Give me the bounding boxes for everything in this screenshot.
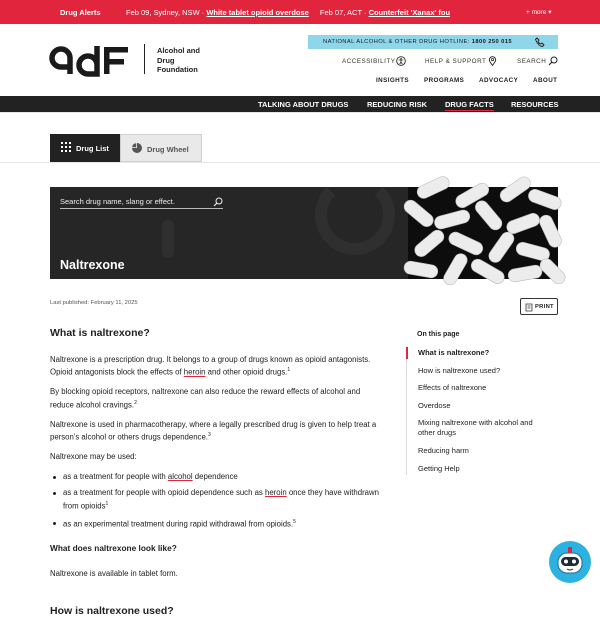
subsection-heading: What does naltrexone look like? [50, 542, 177, 553]
alert-link[interactable]: White tablet opioid overdose [206, 8, 309, 17]
hotline-number[interactable]: 1800 250 015 [471, 39, 513, 45]
paragraph-text: and other opioid drugs. [205, 367, 288, 377]
logo-divider [144, 44, 145, 74]
list-text: as a treatment for people with opioid dependence such as [63, 488, 265, 498]
alert-ticker [126, 8, 456, 17]
usage-list [50, 471, 385, 530]
paragraph [50, 419, 385, 444]
on-this-page-list [406, 347, 566, 475]
footnote-ref[interactable]: 1 [105, 500, 109, 507]
paragraph [50, 354, 385, 379]
nav-drug-facts[interactable]: DRUG FACTS [445, 100, 494, 109]
pie-icon [132, 143, 142, 153]
toc-link[interactable]: How is naltrexone used? [418, 365, 501, 375]
list-text: once they have withdrawn from opioids [63, 488, 379, 511]
print-button[interactable] [520, 298, 558, 315]
tab-drug-list[interactable] [50, 134, 120, 162]
search-placeholder: Search drug name, slang or effect. [60, 197, 175, 206]
search-icon [548, 56, 558, 66]
search-icon[interactable] [213, 197, 223, 207]
paragraph-text: Naltrexone is a prescription drug. It belongs to a group of drugs known as opioid antagonists. Opioid antagonists block the effects of [50, 354, 371, 377]
chat-bot-icon [549, 541, 591, 583]
toc-link[interactable]: Effects of naltrexone [418, 383, 487, 393]
accessibility-link[interactable] [342, 58, 395, 65]
drug-hero-banner [50, 187, 558, 279]
footnote-ref[interactable]: 1 [287, 367, 291, 373]
toc-link[interactable]: Overdose [418, 400, 451, 410]
more-alerts-button[interactable]: + more ▾ [526, 9, 552, 16]
drug-alerts-label: Drug Alerts [60, 8, 101, 17]
list-text: dependence [192, 471, 238, 481]
accessibility-label: ACCESSIBILITY [342, 58, 396, 65]
decorative-shape [162, 220, 174, 258]
paragraph: Naltrexone may be used: [50, 452, 137, 462]
search-link[interactable] [517, 58, 546, 65]
section-heading: What is naltrexone? [50, 327, 150, 339]
footnote-ref[interactable]: 2 [134, 399, 137, 406]
alert-item[interactable] [320, 8, 450, 17]
list-item [50, 487, 385, 512]
nav-advocacy[interactable]: ADVOCACY [479, 77, 519, 84]
print-icon [525, 303, 533, 312]
alert-date: Feb 07, ACT · [319, 8, 369, 17]
accessibility-icon [396, 56, 406, 66]
hotline-text [323, 39, 512, 45]
tab-drug-wheel-label: Drug Wheel [147, 145, 189, 154]
paragraph: Naltrexone is available in tablet form. [50, 569, 178, 579]
location-pin-icon [488, 56, 497, 66]
paragraph-text: By blocking opioid receptors, naltrexone can also reduce the reward effects of alcohol and reduce alcohol cravings. [50, 387, 361, 410]
list-item [50, 471, 385, 483]
alert-item[interactable] [126, 8, 309, 17]
divider [0, 162, 600, 163]
grid-icon [61, 142, 71, 152]
footnote-ref[interactable]: 5 [293, 518, 296, 525]
drug-alert-bar [0, 0, 600, 24]
alcohol-link[interactable]: alcohol [167, 471, 193, 481]
tablets-photo [408, 187, 558, 279]
print-label: PRINT [535, 304, 554, 310]
heroin-link[interactable]: heroin [183, 367, 206, 377]
adf-logo-mark [50, 44, 138, 76]
on-this-page-nav [406, 331, 566, 480]
article-body [50, 328, 385, 631]
drug-search-input[interactable] [60, 194, 223, 209]
last-published: Last published: February 11, 2025 [50, 300, 138, 306]
drug-title: Naltrexone [60, 258, 125, 272]
list-text: as an experimental treatment during rapid withdrawal from opioids. [63, 519, 294, 529]
logo-tagline: Alcohol and Drug Foundation [157, 46, 200, 74]
paragraph [50, 386, 385, 411]
decorative-shape [315, 175, 395, 255]
toc-link[interactable]: What is naltrexone? [406, 347, 566, 359]
toc-link[interactable]: Reducing harm [418, 445, 469, 455]
phone-icon [535, 37, 545, 47]
paragraph-text: Naltrexone is used in pharmacotherapy, where a legally prescribed drug is given to help treat a person's alcohol or others drugs dependence. [50, 419, 377, 442]
nav-resources[interactable]: RESOURCES [511, 100, 559, 109]
help-support-link[interactable] [425, 58, 486, 65]
on-this-page-heading: On this page [417, 331, 460, 338]
list-item [50, 517, 385, 530]
hotline-banner[interactable] [308, 35, 558, 49]
tab-drug-list-label: Drug List [76, 144, 109, 153]
nav-talking-about-drugs[interactable]: TALKING ABOUT DRUGS [258, 100, 349, 109]
heroin-link[interactable]: heroin [264, 488, 287, 498]
toc-link[interactable]: Getting Help [418, 463, 460, 473]
alert-date: Feb 09, Sydney, NSW · [126, 8, 207, 17]
alert-link[interactable]: Counterfeit 'Xanax' fou [368, 8, 451, 17]
hotline-label: NATIONAL ALCOHOL & OTHER DRUG HOTLINE: [323, 39, 472, 45]
tab-drug-wheel[interactable] [120, 134, 202, 162]
nav-programs[interactable]: PROGRAMS [424, 77, 465, 84]
divider [0, 112, 600, 113]
list-text: as a treatment for people with [63, 471, 168, 481]
chat-bot-button[interactable] [549, 541, 591, 583]
toc-link[interactable]: Mixing naltrexone with alcohol and other drugs [418, 418, 533, 438]
footnote-ref[interactable]: 3 [207, 432, 211, 439]
nav-about[interactable]: ABOUT [533, 77, 558, 84]
section-nav-bar [0, 96, 600, 112]
nav-insights[interactable]: INSIGHTS [376, 77, 409, 84]
tablets-image [408, 187, 558, 279]
section-heading: How is naltrexone used? [50, 604, 174, 617]
adf-logo[interactable] [50, 44, 210, 76]
search-label: SEARCH [517, 58, 547, 65]
nav-reducing-risk[interactable]: REDUCING RISK [367, 100, 428, 109]
help-support-label: HELP & SUPPORT [425, 58, 487, 65]
